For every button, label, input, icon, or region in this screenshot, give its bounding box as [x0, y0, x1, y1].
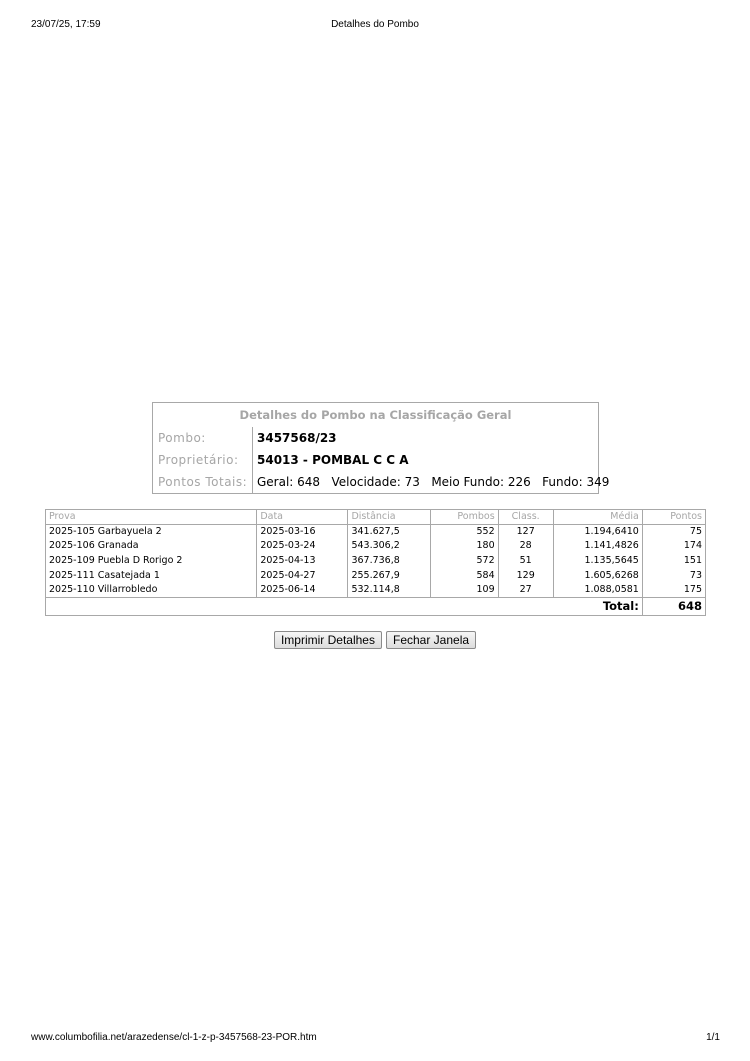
- summary-row-pontos: [153, 471, 610, 493]
- col-header-prova: Prova: [46, 510, 257, 525]
- cell-prova: 2025-106 Granada: [46, 539, 257, 554]
- table-row: [46, 554, 706, 569]
- cell-pombos: 109: [430, 583, 498, 598]
- cell-media: 1.135,5645: [553, 554, 642, 569]
- cell-pontos: 174: [683, 540, 702, 552]
- cell-class: 51: [498, 554, 553, 569]
- print-url: www.columbofilia.net/arazedense/cl-1-z-p-3457568-23-POR.htm: [31, 1032, 317, 1043]
- cell-prova: 2025-110 Villarrobledo: [46, 583, 257, 598]
- print-page-title: Detalhes do Pombo: [331, 19, 419, 30]
- col-header-distancia: Distância: [348, 510, 430, 525]
- pombo-label: Pombo:: [158, 431, 206, 445]
- cell-class: 129: [498, 568, 553, 583]
- cell-data: 2025-03-24: [257, 539, 348, 554]
- cell-pombos: 572: [430, 554, 498, 569]
- proprietario-label: Proprietário:: [158, 453, 239, 467]
- summary-title: Detalhes do Pombo na Classificação Geral: [239, 408, 512, 422]
- col-header-pontos: Pontos: [642, 510, 705, 525]
- col-header-media: Média: [553, 510, 642, 525]
- cell-media: 1.194,6410: [553, 525, 642, 540]
- cell-media: 1.088,0581: [553, 583, 642, 598]
- cell-data: 2025-04-13: [257, 554, 348, 569]
- print-datetime: 23/07/25, 17:59: [31, 19, 101, 30]
- cell-data: 2025-03-16: [257, 525, 348, 540]
- cell-pontos: 151: [683, 554, 702, 566]
- cell-distancia: 341.627,5: [348, 525, 430, 540]
- total-value: 648: [642, 597, 705, 615]
- cell-prova: 2025-111 Casatejada 1: [46, 568, 257, 583]
- cell-distancia: 532.114,8: [348, 583, 430, 598]
- col-header-pombos: Pombos: [430, 510, 498, 525]
- summary-row-proprietario: [153, 449, 598, 471]
- cell-distancia: 255.267,9: [348, 568, 430, 583]
- pontos-label: Pontos Totais:: [158, 475, 248, 489]
- cell-data: 2025-06-14: [257, 583, 348, 598]
- cell-pombos: 180: [430, 539, 498, 554]
- cell-pontos: 75: [689, 526, 702, 538]
- cell-pontos: 175: [683, 583, 702, 595]
- cell-prova: 2025-105 Garbayuela 2: [46, 525, 257, 540]
- pigeon-summary-panel: [152, 402, 610, 494]
- close-window-button[interactable]: Fechar Janela: [386, 631, 476, 649]
- print-page-number: 1/1: [706, 1032, 720, 1043]
- cell-pombos: 552: [430, 525, 498, 540]
- print-details-button[interactable]: Imprimir Detalhes: [274, 631, 382, 649]
- table-header-row: [46, 510, 706, 525]
- cell-pombos: 584: [430, 568, 498, 583]
- table-row: [46, 568, 706, 583]
- cell-distancia: 367.736,8: [348, 554, 430, 569]
- print-footer: [0, 1032, 750, 1046]
- col-header-data: Data: [257, 510, 348, 525]
- cell-prova: 2025-109 Puebla D Rorigo 2: [46, 554, 257, 569]
- cell-data: 2025-04-27: [257, 568, 348, 583]
- cell-media: 1.605,6268: [553, 568, 642, 583]
- table-row: [46, 539, 706, 554]
- cell-class: 127: [498, 525, 553, 540]
- table-total-row: [46, 597, 706, 615]
- proprietario-value: 54013 - POMBAL C C A: [257, 453, 409, 467]
- race-results-table: [45, 509, 706, 616]
- pombo-value: 3457568/23: [257, 431, 337, 445]
- pontos-value: Geral: 648 Velocidade: 73 Meio Fundo: 226 Fundo: 349: [257, 475, 610, 489]
- cell-pontos: 73: [689, 569, 702, 581]
- table-row: [46, 583, 706, 598]
- summary-row-pombo: [153, 427, 598, 449]
- print-header: [0, 19, 750, 33]
- cell-class: 28: [498, 539, 553, 554]
- cell-distancia: 543.306,2: [348, 539, 430, 554]
- action-buttons: [0, 631, 750, 649]
- col-header-class: Class.: [498, 510, 553, 525]
- total-label: Total:: [553, 597, 642, 615]
- cell-media: 1.141,4826: [553, 539, 642, 554]
- table-row: [46, 525, 706, 540]
- total-spacer: [46, 597, 554, 615]
- cell-class: 27: [498, 583, 553, 598]
